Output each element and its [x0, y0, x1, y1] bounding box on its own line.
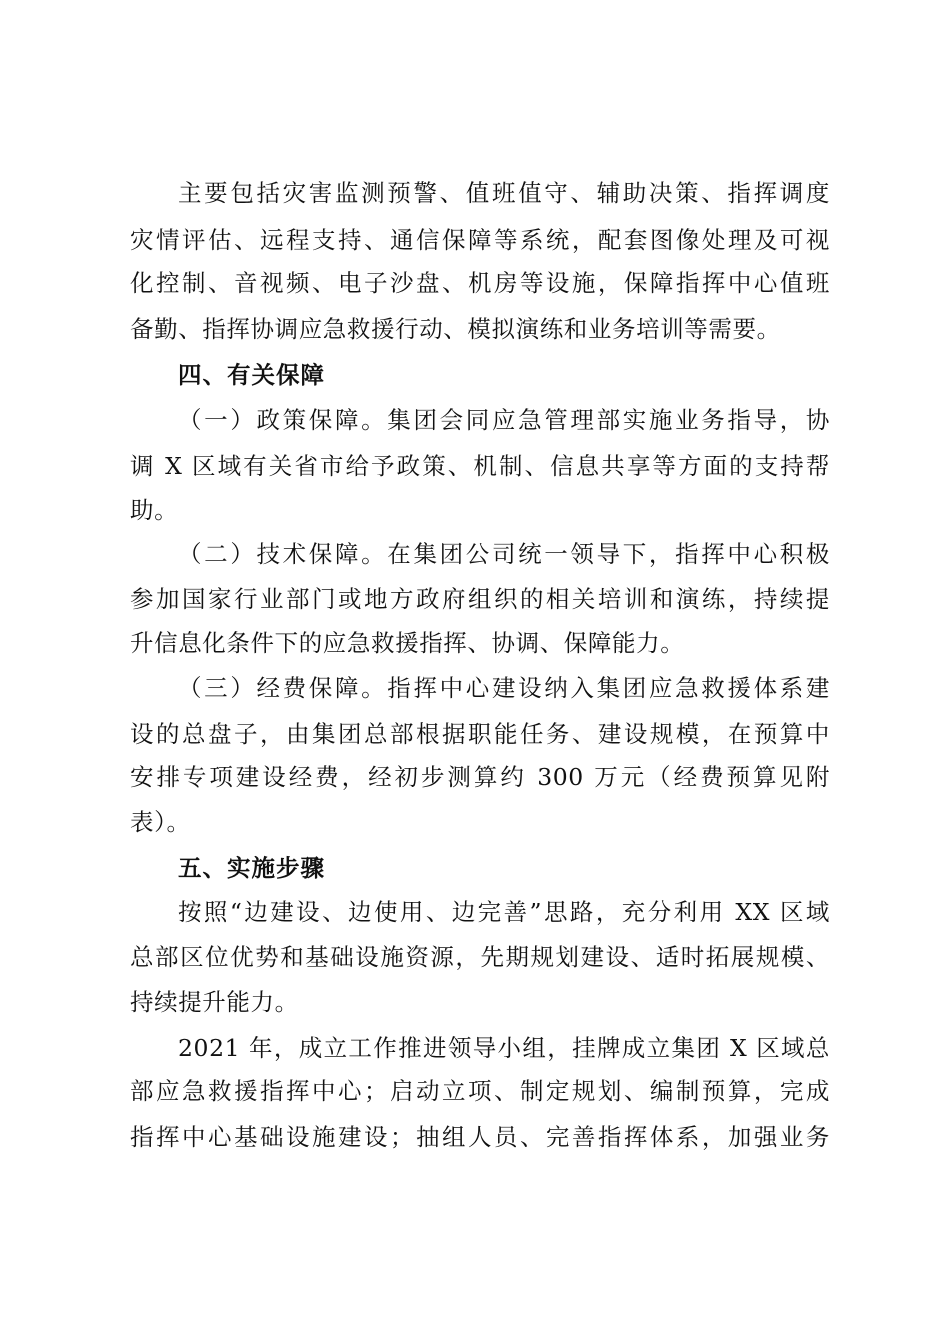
paragraph-line: 化控制、音视频、电子沙盘、机房等设施，保障指挥中心值班: [130, 269, 830, 297]
paragraph-line: 总部区位优势和基础设施资源，先期规划建设、适时拓展规模、: [130, 943, 830, 971]
section-heading: 五、实施步骤: [178, 854, 325, 882]
paragraph-line: 备勤、指挥协调应急救援行动、模拟演练和业务培训等需要。: [130, 315, 781, 343]
paragraph-line: 2021 年，成立工作推进领导小组，挂牌成立集团 X 区域总: [178, 1034, 830, 1062]
paragraph-line: 按照“边建设、边使用、边完善”思路，充分利用 XX 区域: [178, 898, 830, 926]
paragraph-line: 持续提升能力。: [130, 988, 299, 1016]
paragraph-line: 安排专项建设经费，经初步测算约 300 万元（经费预算见附: [130, 763, 830, 791]
section-heading: 四、有关保障: [178, 361, 325, 389]
paragraph-line: 部应急救援指挥中心；启动立项、制定规划、编制预算，完成: [130, 1077, 830, 1105]
paragraph-line: 主要包括灾害监测预警、值班值守、辅助决策、指挥调度: [178, 179, 830, 207]
paragraph-line: 指挥中心基础设施建设；抽组人员、完善指挥体系，加强业务: [130, 1123, 830, 1151]
paragraph-line: 助。: [130, 496, 179, 524]
paragraph-line: 灾情评估、远程支持、通信保障等系统，配套图像处理及可视: [130, 226, 830, 254]
paragraph-line: 升信息化条件下的应急救援指挥、协调、保障能力。: [130, 629, 685, 657]
paragraph-line: （三）经费保障。指挥中心建设纳入集团应急救援体系建: [178, 674, 830, 702]
paragraph-line: （一）政策保障。集团会同应急管理部实施业务指导，协: [178, 406, 830, 434]
paragraph-line: 参加国家行业部门或地方政府组织的相关培训和演练，持续提: [130, 585, 830, 613]
paragraph-line: 设的总盘子，由集团总部根据职能任务、建设规模，在预算中: [130, 720, 830, 748]
paragraph-line: （二）技术保障。在集团公司统一领导下，指挥中心积极: [178, 540, 830, 568]
paragraph-line: 表）。: [130, 808, 191, 836]
paragraph-line: 调 X 区域有关省市给予政策、机制、信息共享等方面的支持帮: [130, 452, 830, 480]
